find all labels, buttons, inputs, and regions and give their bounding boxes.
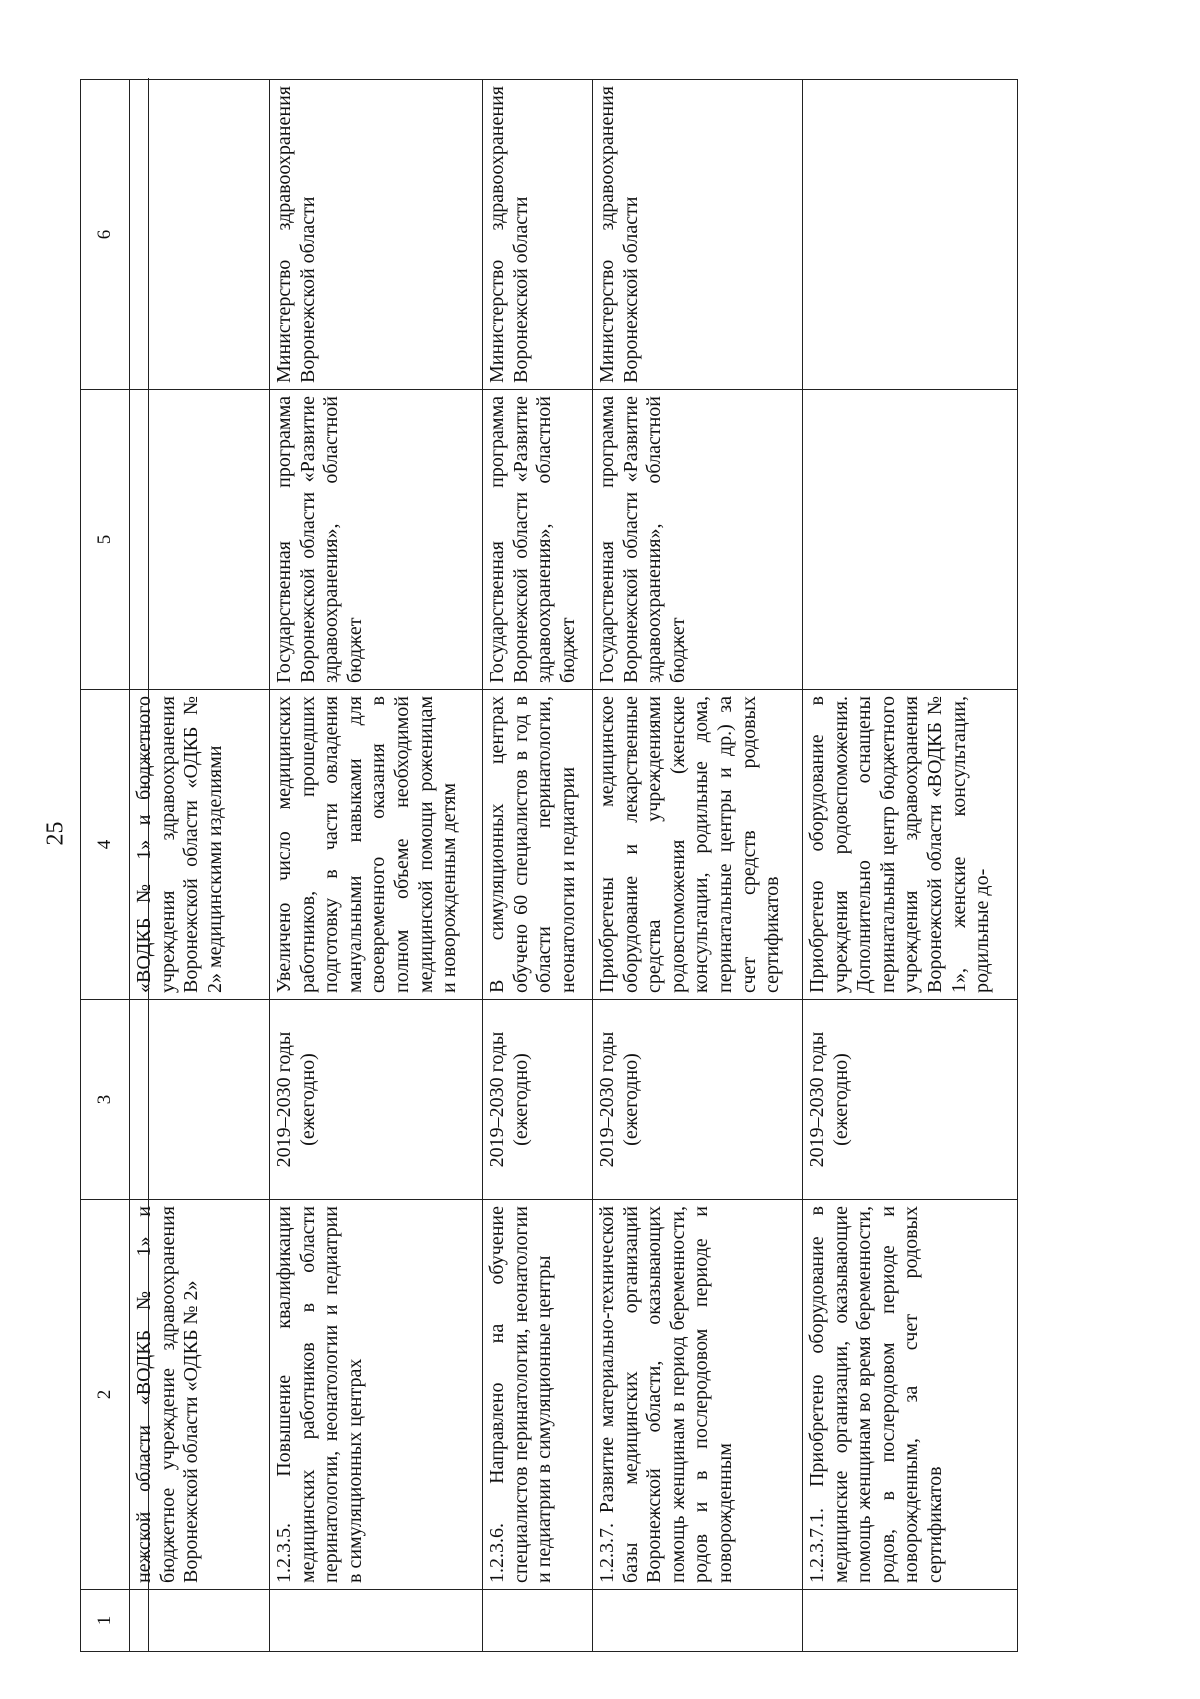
cell-activity: 1.2.3.6. Направлено на обучение специалистов перинатологии, неонатологии и педиатрии в симуляционные центры xyxy=(483,1200,593,1590)
header-cell-2: 2 xyxy=(81,1200,130,1590)
cell-responsible xyxy=(130,80,270,390)
header-cell-1: 1 xyxy=(81,1590,130,1652)
cell-period: 2019–2030 годы (ежегодно) xyxy=(803,1000,1018,1200)
cell-col1 xyxy=(593,1590,803,1652)
cell-period: 2019–2030 годы (ежегодно) xyxy=(593,1000,803,1200)
table-row xyxy=(130,80,270,1652)
cell-result: «ВОДКБ № 1» и бюджетного учреждения здравоохранения Воронежской области «ОДКБ № 2» медицинскими изделиями xyxy=(130,690,270,1000)
cell-source: Государственная программа Воронежской области «Развитие здравоохранения», областной бюджет xyxy=(270,390,483,690)
cell-col1 xyxy=(270,1590,483,1652)
header-cell-3: 3 xyxy=(81,1000,130,1200)
table-row xyxy=(593,80,803,1652)
cell-source: Государственная программа Воронежской области «Развитие здравоохранения», областной бюджет xyxy=(483,390,593,690)
table-row xyxy=(270,80,483,1652)
cell-responsible: Министерство здравоохранения Воронежской области xyxy=(483,80,593,390)
table-bottom-rule xyxy=(148,78,150,1652)
table-row xyxy=(483,80,593,1652)
plan-table xyxy=(80,79,1018,1652)
cell-result: Увеличено число медицинских работников, прошедших подготовку в части овладения мануальными навыками для своевременного оказания в полном объеме необходимой медицинской помощи роженицам и новорожденным детям xyxy=(270,690,483,1000)
cell-period xyxy=(130,1000,270,1200)
cell-activity: нежской области «ВОДКБ № 1» и бюджетное учреждение здравоохранения Воронежской области «ОДКБ № 2» xyxy=(130,1200,270,1590)
header-cell-5: 5 xyxy=(81,390,130,690)
cell-period: 2019–2030 годы (ежегодно) xyxy=(483,1000,593,1200)
header-row xyxy=(81,80,130,1652)
cell-col1 xyxy=(130,1590,270,1652)
cell-result: Приобретены медицинское оборудование и лекарственные средства учреждениями родовспоможения (женские консультации, родильные дома, перинатальные центры и др.) за счет средств родовых сертификатов xyxy=(593,690,803,1000)
cell-activity: 1.2.3.7. Развитие материально-технической базы медицинских организаций Воронежской области, оказывающих помощь женщинам в период беременности, родов и в послеродовом периоде и новорожденным xyxy=(593,1200,803,1590)
header-cell-4: 4 xyxy=(81,690,130,1000)
cell-responsible: Министерство здравоохранения Воронежской области xyxy=(270,80,483,390)
rotated-page xyxy=(80,80,1140,1652)
header-cell-6: 6 xyxy=(81,80,130,390)
cell-col1 xyxy=(483,1590,593,1652)
cell-source: Государственная программа Воронежской области «Развитие здравоохранения», областной бюджет xyxy=(593,390,803,690)
cell-result: Приобретено оборудование в учреждения родовспоможения. Дополнительно оснащены перинатальный центр бюджетного учреждения здравоохранения Воронежской области «ВОДКБ № 1», женские консультации, родильные до- xyxy=(803,690,1018,1000)
cell-period: 2019–2030 годы (ежегодно) xyxy=(270,1000,483,1200)
cell-activity: 1.2.3.5. Повышение квалификации медицинских работников в области перинатологии, неонатологии и педиатрии в симуляционных центрах xyxy=(270,1200,483,1590)
cell-result: В симуляционных центрах обучено 60 специалистов в год в области перинатологии, неонатологии и педиатрии xyxy=(483,690,593,1000)
cell-col1 xyxy=(803,1590,1018,1652)
cell-source xyxy=(130,390,270,690)
cell-activity: 1.2.3.7.1. Приобретено оборудование в медицинские организации, оказывающие помощь женщинам во время беременности, родов, в послеродовом периоде и новорожденным, за счет родовых сертификатов xyxy=(803,1200,1018,1590)
page-number: 25 xyxy=(42,821,69,846)
cell-source xyxy=(803,390,1018,690)
cell-responsible: Министерство здравоохранения Воронежской области xyxy=(593,80,803,390)
cell-responsible xyxy=(803,80,1018,390)
table-row xyxy=(803,80,1018,1652)
